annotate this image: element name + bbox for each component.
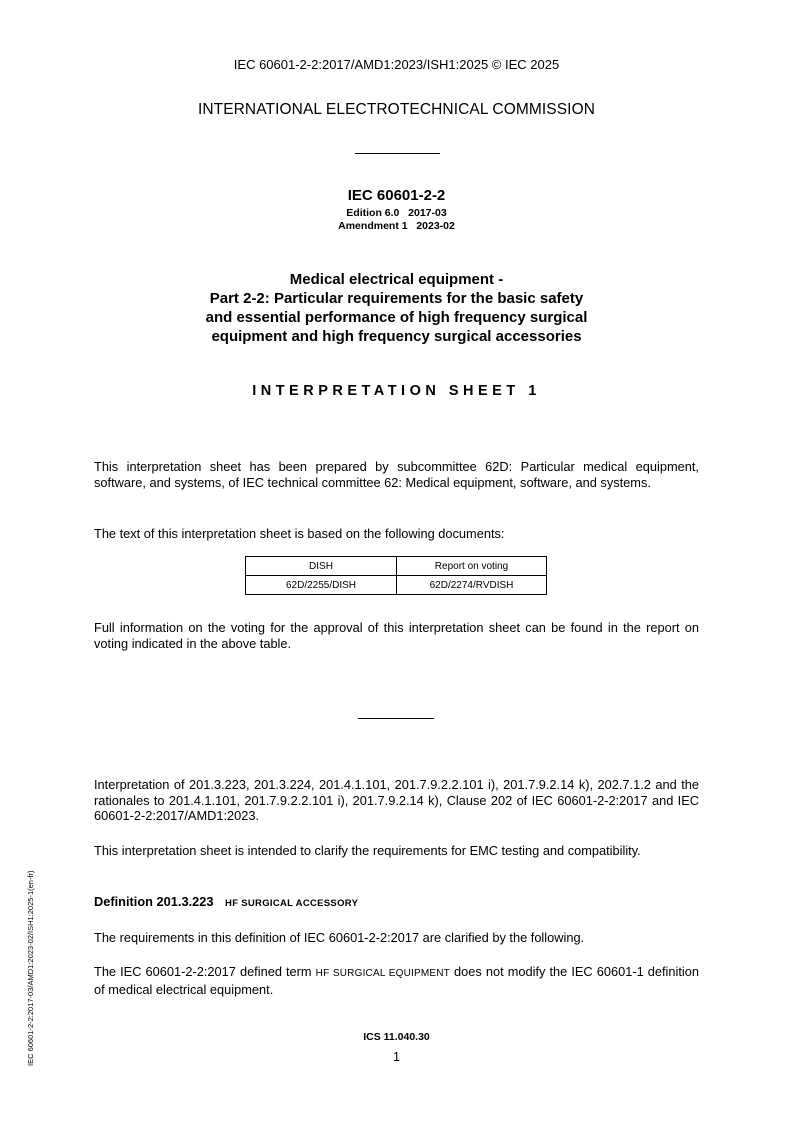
header-reference: IEC 60601-2-2:2017/AMD1:2023/ISH1:2025 © IEC 2025 [233, 57, 560, 72]
title-line-4: equipment and high frequency surgical accessories [211, 328, 582, 345]
table-cell: 62D/2274/RVDISH [397, 576, 547, 595]
defined-term: HF SURGICAL EQUIPMENT [315, 968, 450, 979]
table-header-cell: Report on voting [397, 557, 547, 576]
section-divider [358, 718, 434, 719]
sheet-title: INTERPRETATION SHEET 1 [252, 383, 541, 399]
definition-label: Definition 201.3.223 [94, 894, 214, 909]
prepared-paragraph: This interpretation sheet has been prepared by subcommittee 62D: Particular medical equipment, software, and systems, of IEC technical committee 62: Medical equipment, software, and systems. [94, 459, 699, 490]
documents-table [245, 556, 547, 595]
amendment-line: Amendment 1 2023-02 [338, 220, 455, 232]
table-cell: 62D/2255/DISH [246, 576, 397, 595]
ics-code: ICS 11.040.30 [363, 1031, 430, 1043]
definition-heading [94, 894, 358, 909]
defined-text-pre: The IEC 60601-2-2:2017 defined term [94, 964, 316, 979]
defined-text-post: does not modify the IEC 60601-1 definition of medical electrical equipment. [94, 964, 699, 997]
based-on-paragraph: The text of this interpretation sheet is based on the following documents: [94, 526, 505, 541]
organization-name: INTERNATIONAL ELECTROTECHNICAL COMMISSION [197, 101, 596, 118]
clarified-paragraph: The requirements in this definition of IEC 60601-2-2:2017 are clarified by the following. [94, 930, 585, 945]
title-line-2: Part 2-2: Particular requirements for the basic safety [209, 290, 584, 307]
title-line-3: and essential performance of high frequency surgical [205, 309, 588, 326]
document-title [0, 270, 793, 346]
definition-term: HF SURGICAL ACCESSORY [225, 898, 359, 909]
edition-line: Edition 6.0 2017-03 [346, 207, 447, 219]
title-line-1: Medical electrical equipment - [289, 271, 504, 288]
interpretation-paragraph: Interpretation of 201.3.223, 201.3.224, 201.4.1.101, 201.7.9.2.2.101 i), 201.7.9.2.14 k), 202.7.1.2 and the rationales to 201.4.1.101, 201.7.9.2.2.101 i), 201.7.9.2.14 k), Clause 202 of IEC 60601-2-2:2017 and IEC 60601-2-2:2017/AMD1:2023. [94, 777, 699, 823]
table-header-row [246, 557, 547, 576]
defined-term-paragraph [94, 964, 699, 997]
page-number: 1 [393, 1050, 400, 1064]
standard-number: IEC 60601-2-2 [347, 187, 446, 204]
intent-paragraph: This interpretation sheet is intended to clarify the requirements for EMC testing and compatibility. [94, 843, 641, 858]
title-divider [355, 153, 440, 154]
side-reference: IEC 60601-2-2:2017-03/AMD1:2023-02/ISH1:2025-1(en-fr) [26, 870, 35, 1066]
table-row [246, 576, 547, 595]
full-info-paragraph: Full information on the voting for the approval of this interpretation sheet can be found in the report on voting indicated in the above table. [94, 620, 699, 651]
table-header-cell: DISH [246, 557, 397, 576]
